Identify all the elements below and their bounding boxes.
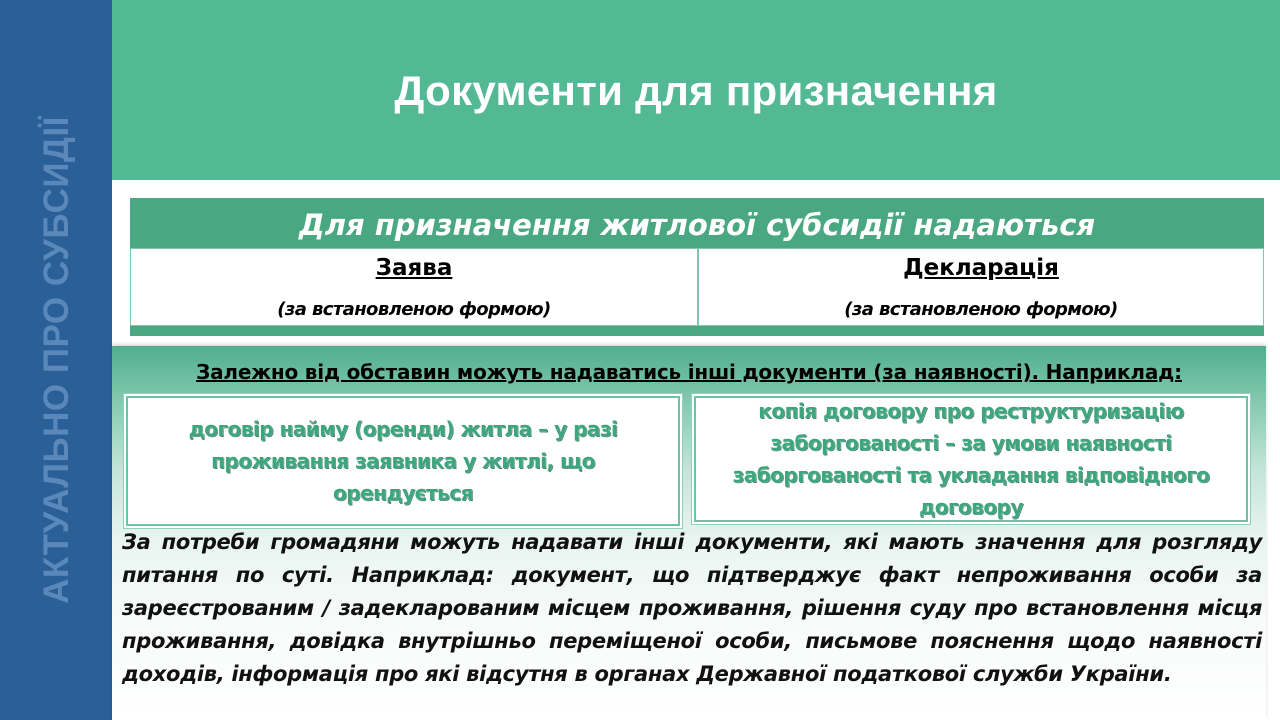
document-note: (за встановленою формою) xyxy=(844,299,1118,320)
other-documents-panel xyxy=(112,346,1266,720)
example-text: копія договору про реструктуризацію заборгованості – за умови наявності заборгованості та укладання відповідного договору xyxy=(732,399,1210,519)
sidebar xyxy=(0,0,112,720)
example-box-restructuring xyxy=(694,396,1248,522)
document-note: (за встановленою формою) xyxy=(277,299,551,320)
header-banner xyxy=(112,0,1280,180)
subsidy-documents-box xyxy=(130,198,1264,336)
sidebar-vertical-title: АКТУАЛЬНО ПРО СУБСИДІЇ xyxy=(37,116,76,604)
document-cell-declaration xyxy=(698,248,1264,326)
example-text: договір найму (оренди) житла – у разі проживання заявника у житлі, що орендується xyxy=(188,417,618,505)
example-box-lease xyxy=(126,396,680,526)
document-cell-application xyxy=(130,248,698,326)
subsidy-heading: Для призначення житлової субсидії надаються xyxy=(298,208,1096,242)
additional-documents-paragraph: За потреби громадяни можуть надавати інші документи, які мають значення для розгляду питання по суті. Наприклад: документ, що підтверджує факт непроживання особи за зареєстрованим / задекларованим місцем проживання, рішення суду про встановлення місця проживання, довідка внутрішньо переміщеної особи, письмове пояснення щодо наявності доходів, інформація про які відсутня в органах Державної податкової служби України. xyxy=(122,530,1262,686)
page-title: Документи для призначення xyxy=(394,67,998,114)
document-title: Декларація xyxy=(903,255,1059,281)
document-title: Заява xyxy=(375,255,453,281)
other-documents-heading: Залежно від обставин можуть надаватись інші документи (за наявності). Наприклад: xyxy=(196,360,1182,384)
